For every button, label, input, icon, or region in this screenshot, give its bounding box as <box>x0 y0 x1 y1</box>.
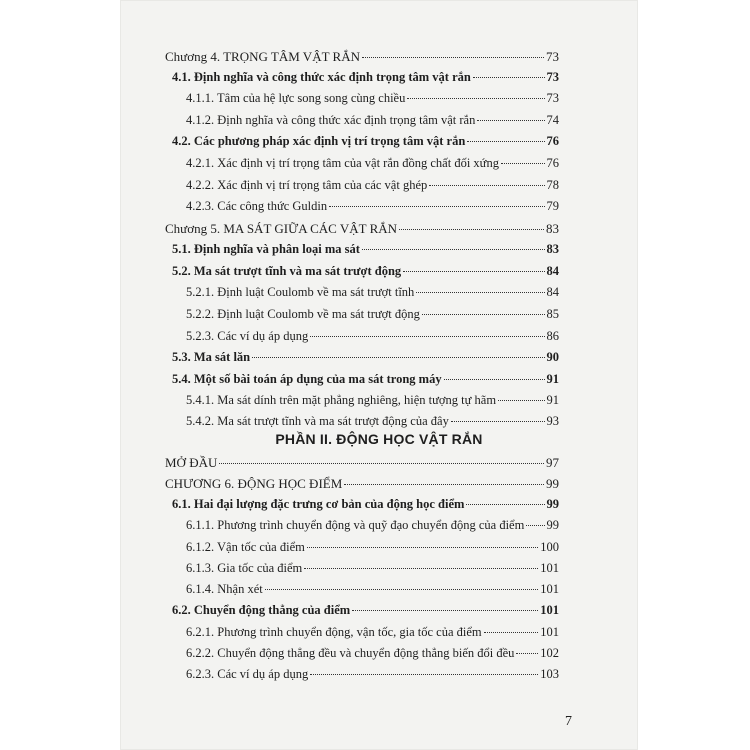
toc-subsection <box>186 518 559 533</box>
dot-leader <box>329 206 544 207</box>
toc-entry-title: 4.2. Các phương pháp xác định vị trí trọng tâm vật rắn <box>172 134 466 148</box>
dot-leader <box>484 632 539 633</box>
toc-entry-title: 4.1.1. Tâm của hệ lực song song cùng chiều <box>186 91 406 105</box>
toc-entry-page: 73 <box>546 91 559 105</box>
dot-leader <box>466 504 544 505</box>
toc-subsection <box>186 393 559 408</box>
toc-entry-title: Chương 5. MA SÁT GIỮA CÁC VẬT RẮN <box>165 221 398 236</box>
toc-entry-title: CHƯƠNG 6. ĐỘNG HỌC ĐIỂM <box>165 476 343 491</box>
toc-entry-title: 6.1. Hai đại lượng đặc trưng cơ bản của động học điểm <box>172 497 465 511</box>
toc-entry-title: 5.4.1. Ma sát dính trên mặt phẳng nghiêng, hiện tượng tự hãm <box>186 393 497 407</box>
toc-entry-title: 5.2.1. Định luật Coulomb về ma sát trượt tĩnh <box>186 285 415 299</box>
toc-entry-title: Chương 4. TRỌNG TÂM VẬT RẮN <box>165 49 360 64</box>
book-page <box>120 0 638 750</box>
toc-subsection <box>186 113 559 128</box>
toc-entry-title: 4.2.3. Các công thức Guldin <box>186 199 328 213</box>
toc-entry-page: 101 <box>540 582 559 596</box>
dot-leader <box>526 525 544 526</box>
toc-section <box>172 372 559 387</box>
dot-leader <box>516 653 538 654</box>
toc-entry-title: 6.2. Chuyển động thẳng của điểm <box>172 603 351 617</box>
toc-entry-page: 91 <box>546 372 559 386</box>
part-heading: PHẦN II. ĐỘNG HỌC VẬT RẮN <box>275 431 483 447</box>
toc-entry-title: 4.1.2. Định nghĩa và công thức xác định trọng tâm vật rắn <box>186 113 476 127</box>
toc-subsection <box>186 91 559 106</box>
toc-entry-page: 101 <box>540 603 559 617</box>
toc-entry-page: 86 <box>546 329 559 343</box>
dot-leader <box>429 185 544 186</box>
toc-entry-title: 4.2.2. Xác định vị trí trọng tâm của các vật ghép <box>186 178 428 192</box>
dot-leader <box>444 379 545 380</box>
dot-leader <box>399 229 544 230</box>
toc-entry-page: 100 <box>540 540 559 554</box>
dot-leader <box>265 589 539 590</box>
toc-entry-page: 74 <box>546 113 559 127</box>
toc-entry-page: 102 <box>540 646 559 660</box>
toc-section <box>172 242 559 257</box>
toc-entry-title: 6.1.2. Vận tốc của điểm <box>186 540 305 554</box>
dot-leader <box>473 77 545 78</box>
toc-entry-title: 6.1.3. Gia tốc của điểm <box>186 561 303 575</box>
dot-leader <box>352 610 538 611</box>
toc-entry-page: 90 <box>546 350 559 364</box>
toc-subsection <box>186 540 559 555</box>
toc-section <box>172 134 559 149</box>
dot-leader <box>310 336 544 337</box>
dot-leader <box>416 292 544 293</box>
toc-subsection <box>186 582 559 597</box>
toc-section <box>172 350 559 365</box>
toc-chapter <box>165 221 559 237</box>
toc-entry-title: MỞ ĐẦU <box>165 455 218 470</box>
toc-entry-title: 5.4.2. Ma sát trượt tĩnh và ma sát trượt động của đây <box>186 414 449 428</box>
toc-chapter <box>165 49 559 65</box>
toc-entry-page: 83 <box>546 242 559 256</box>
toc-entry-page: 84 <box>546 264 559 278</box>
toc-entry-title: 6.1.4. Nhận xét <box>186 582 263 596</box>
toc-entry-title: 6.2.2. Chuyển động thẳng đều và chuyển động thẳng biến đổi đều <box>186 646 515 660</box>
toc-entry-page: 93 <box>546 414 559 428</box>
dot-leader <box>422 314 545 315</box>
dot-leader <box>467 141 544 142</box>
toc-entry-page: 78 <box>546 178 559 192</box>
toc-entry-title: 5.2. Ma sát trượt tĩnh và ma sát trượt động <box>172 264 402 278</box>
dot-leader <box>219 463 544 464</box>
dot-leader <box>344 484 544 485</box>
toc-entry-page: 91 <box>546 393 559 407</box>
toc-entry-page: 76 <box>546 134 559 148</box>
dot-leader <box>451 421 545 422</box>
toc-subsection <box>186 199 559 214</box>
toc-subsection <box>186 414 559 429</box>
toc-entry-title: 5.1. Định nghĩa và phân loại ma sát <box>172 242 360 256</box>
toc-entry-page: 103 <box>540 667 559 681</box>
toc-entry-page: 84 <box>546 285 559 299</box>
toc-subsection <box>186 178 559 193</box>
dot-leader <box>362 57 544 58</box>
dot-leader <box>407 98 544 99</box>
toc-entry-title: 5.2.2. Định luật Coulomb về ma sát trượt động <box>186 307 420 321</box>
toc-chapter <box>165 455 559 471</box>
dot-leader <box>362 249 545 250</box>
toc-subsection <box>186 307 559 322</box>
dot-leader <box>403 271 544 272</box>
toc-subsection <box>186 561 559 576</box>
toc-entry-title: 6.2.3. Các ví dụ áp dụng <box>186 667 309 681</box>
toc-subsection <box>186 667 559 682</box>
toc-section <box>172 264 559 279</box>
dot-leader <box>252 357 544 358</box>
dot-leader <box>501 163 545 164</box>
dot-leader <box>310 674 538 675</box>
toc-entry-page: 73 <box>546 49 559 64</box>
toc-entry-page: 99 <box>546 497 559 511</box>
toc-entry-page: 73 <box>546 70 559 84</box>
toc-entry-page: 76 <box>546 156 559 170</box>
toc-entry-title: 4.2.1. Xác định vị trí trọng tâm của vật rắn đồng chất đối xứng <box>186 156 499 170</box>
toc-subsection <box>186 285 559 300</box>
toc-entry-page: 83 <box>546 221 559 236</box>
toc-subsection <box>186 625 559 640</box>
toc-entry-title: 5.4. Một số bài toán áp dụng của ma sát trong máy <box>172 372 442 386</box>
toc-chapter <box>165 476 559 492</box>
toc-entry-title: 6.1.1. Phương trình chuyển động và quỹ đạo chuyển động của điểm <box>186 518 525 532</box>
toc-entry-page: 99 <box>546 518 559 532</box>
toc-subsection <box>186 646 559 661</box>
dot-leader <box>307 547 538 548</box>
dot-leader <box>304 568 538 569</box>
toc-entry-page: 101 <box>540 625 559 639</box>
toc-entry-title: 6.2.1. Phương trình chuyển động, vận tốc, gia tốc của điểm <box>186 625 482 639</box>
toc-subsection <box>186 156 559 171</box>
page-number: 7 <box>565 714 572 729</box>
toc-entry-page: 85 <box>546 307 559 321</box>
toc-section <box>172 603 559 618</box>
toc-subsection <box>186 329 559 344</box>
toc-entry-page: 79 <box>546 199 559 213</box>
toc-section <box>172 497 559 512</box>
dot-leader <box>498 400 544 401</box>
toc-entry-page: 99 <box>546 476 559 491</box>
toc-entry-page: 101 <box>540 561 559 575</box>
toc-entry-title: 5.3. Ma sát lăn <box>172 350 251 364</box>
toc-entry-title: 5.2.3. Các ví dụ áp dụng <box>186 329 309 343</box>
toc-section <box>172 70 559 85</box>
toc-entry-title: 4.1. Định nghĩa và công thức xác định trọng tâm vật rắn <box>172 70 471 84</box>
toc-entry-page: 97 <box>546 455 559 470</box>
dot-leader <box>477 120 544 121</box>
